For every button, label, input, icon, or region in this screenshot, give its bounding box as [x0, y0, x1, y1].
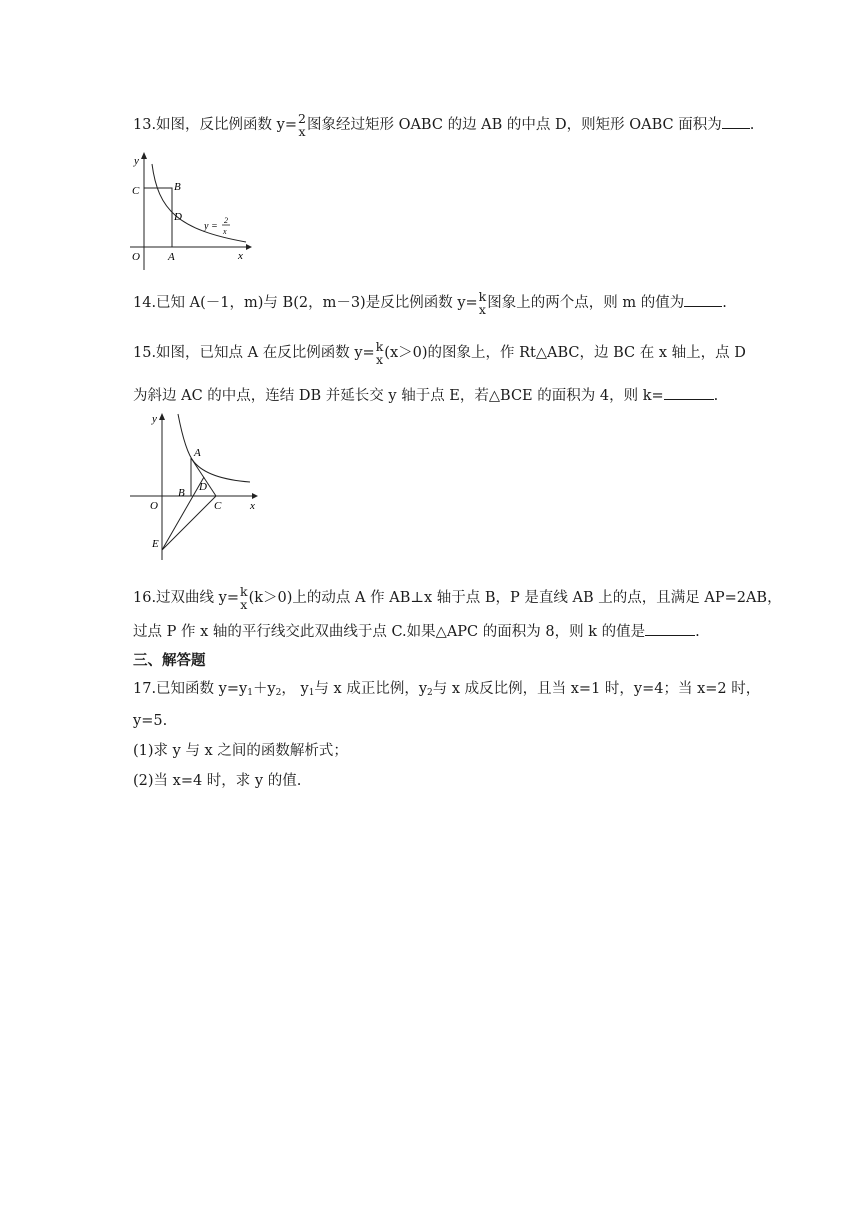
- fig15-label-x: x: [250, 500, 255, 512]
- q15-answer-blank: [664, 387, 714, 400]
- question-17: 17.已知函数 $y=y_1+y_2$， $y_1$与 x 成正比例，$y_2$与 x 成反比例，且当 x=1 时，y=4；当 x=2 时，: [133, 681, 761, 698]
- q13-text-end: 图象经过矩形 OABC 的边 AB 的中点 D，则矩形 OABC 面积为: [306, 117, 722, 133]
- fig13-label-x: x: [238, 250, 243, 262]
- question-17-part-1: (1)求 y 与 x 之间的函数解析式；: [133, 743, 348, 759]
- fig15-y-arrow: [159, 413, 165, 420]
- q16-answer-blank: [645, 623, 695, 636]
- question-16-line-2: 过点 P 作 x 轴的平行线交此双曲线于点 C.如果△APC 的面积为 8，则 k 的值是 .: [133, 624, 700, 640]
- fig13-label-c: C: [132, 185, 140, 197]
- question-17-part-2: (2)当 x=4 时，求 y 的值.: [133, 773, 302, 789]
- question-15: 15.如图，已知点 A 在反比例函数 y= k x (x＞0)的图象上，作 Rt△ABC，边 BC 在 x 轴上，点 D: [133, 339, 746, 367]
- question-13: 13.如图，反比例函数 y= 2 x 图象经过矩形 OABC 的边 AB 的中点 D，则矩形 OABC 面积为 .: [133, 111, 755, 139]
- fig13-label-a: A: [168, 251, 175, 263]
- fig15-x-arrow: [252, 493, 258, 499]
- q15-fraction: k x: [375, 339, 384, 367]
- fig15-label-c: C: [214, 500, 222, 512]
- q16-fraction: k x: [240, 584, 248, 612]
- question-14: 14.已知 A(－1，m)与 B(2，m－3)是反比例函数 y= k x 图象上的两个点，则 m 的值为 .: [133, 289, 727, 317]
- fig13-label-o: O: [132, 251, 140, 263]
- fig15-segment-ec: [162, 496, 216, 550]
- fig15-label-b: B: [178, 487, 185, 499]
- fig15-label-e: E: [152, 538, 159, 550]
- section-heading: 三、解答题: [133, 653, 206, 669]
- figure-15: [128, 410, 264, 562]
- question-16: 16.过双曲线 y= k x (k＞0)上的动点 A 作 AB⊥x 轴于点 B，P 是直线 AB 上的点，且满足 AP=2AB，: [133, 584, 782, 612]
- fig13-label-d: D: [174, 211, 182, 223]
- q13-text-start: 13.如图，反比例函数 y=: [133, 117, 298, 133]
- fig13-curve-num: 2: [224, 216, 228, 225]
- fig13-y-arrow: [141, 152, 147, 159]
- question-15-line-2: 为斜边 AC 的中点，连结 DB 并延长交 y 轴于点 E，若△BCE 的面积为 4，则 k= .: [133, 388, 719, 404]
- figure-13: [128, 150, 254, 272]
- fig13-label-b: B: [174, 181, 181, 193]
- q14-fraction: k x: [478, 289, 487, 317]
- fig13-curve-den: x: [223, 227, 227, 236]
- fig13-curve-label: y =: [204, 221, 218, 232]
- q13-answer-blank: [722, 116, 750, 129]
- fig15-label-y: y: [152, 413, 157, 425]
- q14-answer-blank: [684, 294, 722, 307]
- fig13-x-arrow: [246, 244, 252, 250]
- fig15-label-a: A: [194, 447, 201, 459]
- fig13-label-y: y: [134, 155, 139, 167]
- fig15-label-d: D: [199, 481, 207, 493]
- q13-fraction: 2 x: [298, 111, 306, 139]
- fig15-label-o: O: [150, 500, 158, 512]
- fig13-rectangle-oabc: [144, 188, 172, 247]
- question-17-line-2: y=5.: [133, 713, 168, 729]
- fig15-hyperbola: [178, 414, 250, 482]
- fig13-hyperbola: [152, 164, 246, 242]
